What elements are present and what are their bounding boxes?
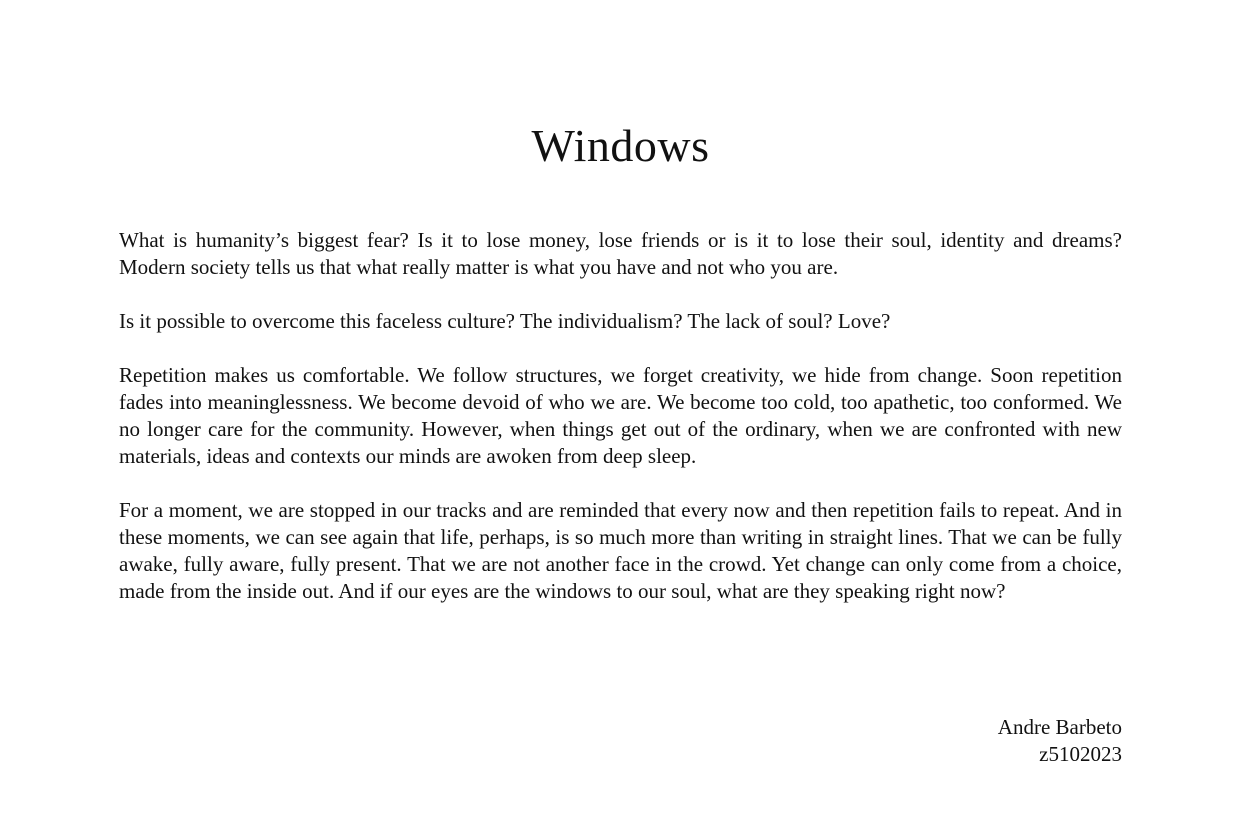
paragraph-4: For a moment, we are stopped in our tracks and are reminded that every now and then repetition fails to repeat. And in these moments, we can see again that life, perhaps, is so much more than writing in straight lines. That we can be fully awake, fully aware, fully present. That we are not another face in the crowd. Yet change can only come from a choice, made from the inside out. And if our eyes are the windows to our soul, what are they speaking right now? [119, 498, 1122, 603]
paragraph-1: What is humanity’s biggest fear? Is it to lose money, lose friends or is it to lose their soul, identity and dreams? Modern society tells us that what really matter is what you have and not who you are. [119, 228, 1122, 279]
student-id: z5102023 [1039, 742, 1122, 766]
document-body [119, 227, 1122, 632]
signature-block [998, 714, 1122, 768]
author-name: Andre Barbeto [997, 715, 1122, 739]
paragraph-3: Repetition makes us comfortable. We follow structures, we forget creativity, we hide from change. Soon repetition fades into meaninglessness. We become devoid of who we are. We become too cold, too apathetic, too conformed. We no longer care for the community. However, when things get out of the ordinary, when we are confronted with new materials, ideas and contexts our minds are awoken from deep sleep. [119, 363, 1122, 468]
paragraph-2: Is it possible to overcome this faceless culture? The individualism? The lack of soul? Love? [119, 309, 891, 333]
document-page [119, 0, 1122, 828]
document-title: Windows [531, 120, 710, 171]
